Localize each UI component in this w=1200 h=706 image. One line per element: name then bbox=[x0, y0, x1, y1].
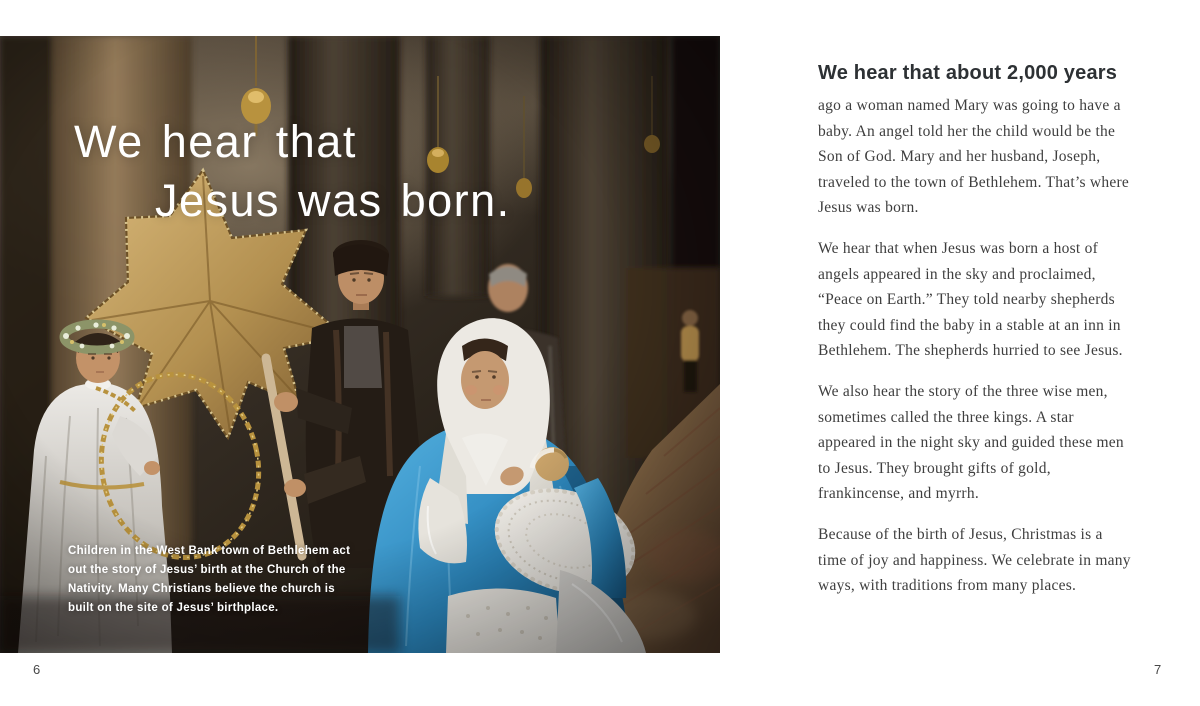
body-text-column bbox=[818, 60, 1132, 614]
page-number-right: 7 bbox=[1154, 662, 1162, 677]
page-number-left: 6 bbox=[33, 662, 41, 677]
photo-title bbox=[74, 112, 511, 230]
paragraph-1: ago a woman named Mary was going to have a baby. An angel told her the child would be the Son of God. Mary and her husband, Joseph, traveled to the town of Bethlehem. That’s where Jesus was born. bbox=[818, 97, 1130, 217]
paragraph-4: Because of the birth of Jesus, Christmas is a time of joy and happiness. We celebrate in many ways, with traditions from many places. bbox=[818, 525, 1131, 595]
photo-caption: Children in the West Bank town of Bethlehem act out the story of Jesus’ birth at the Church of the Nativity. Many Christians believe the church is built on the site of Jesus’ birthplace. bbox=[68, 545, 351, 614]
nativity-photo bbox=[0, 36, 720, 653]
paragraph-3: We also hear the story of the three wise men, sometimes called the three kings. A star appeared in the night sky and guided these men to Jesus. They brought gifts of gold, frankincense, and myrrh. bbox=[818, 382, 1124, 503]
photo-title-line2: Jesus was born. bbox=[155, 175, 511, 226]
paragraph-2: We hear that when Jesus was born a host of angels appeared in the sky and proclaimed, “Peace on Earth.” They told nearby shepherds they could find the baby in a stable at an inn in Bethlehem. The shepherds hurried to see Jesus. bbox=[818, 239, 1123, 360]
photo-title-line1: We hear that bbox=[74, 116, 357, 167]
section-heading: We hear that about 2,000 years bbox=[818, 62, 1118, 84]
